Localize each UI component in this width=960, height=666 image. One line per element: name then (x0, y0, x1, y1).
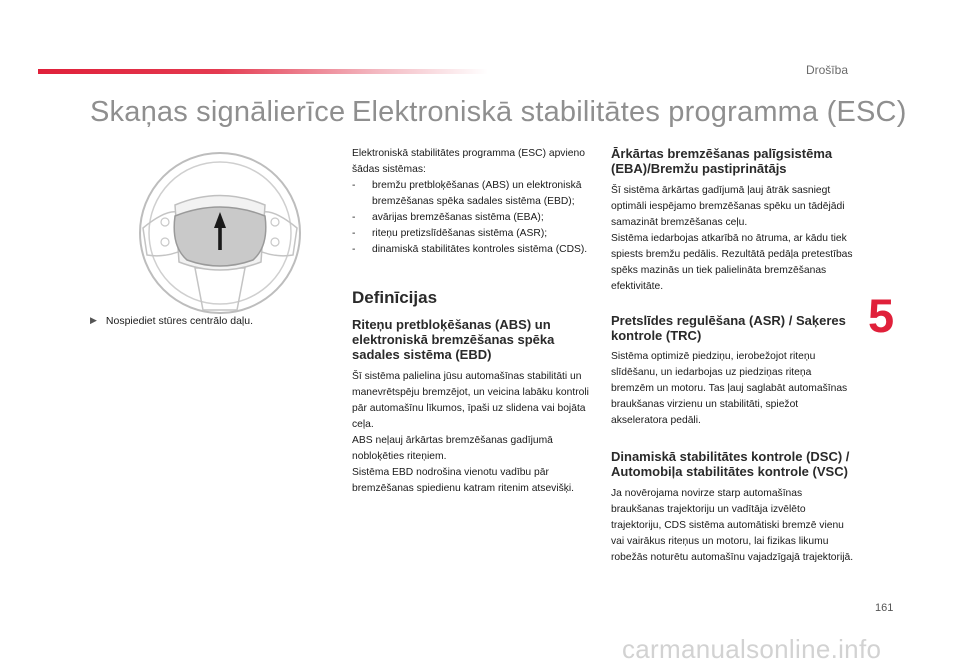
definitions-heading: Definīcijas (352, 288, 438, 307)
arrow-right-icon: ▶ (90, 315, 97, 325)
abs-heading: Riteņu pretbloķēšanas (ABS) un elektroniskā bremzēšanas spēka sadales sistēma (EBD) (352, 317, 555, 362)
list-item: - dinamiskā stabilitātes kontroles sistēma (CDS). (352, 244, 588, 255)
list-item: - avārijas bremzēšanas sistēma (EBA); (352, 212, 544, 223)
asr-text: Sistēma optimizē piedziņu, ierobežojot riteņu slīdēšanu, un iedarbojas uz piedziņas riteņa bremzēm un motoru. Tas ļauj saglabāt automašīnas braukšanas virzienu un stabilitāti, spiežot akseleratora pedāli. (611, 351, 848, 426)
watermark: carmanualsonline.info (622, 634, 882, 664)
eba-heading: Ārkārtas bremzēšanas palīgsistēma (EBA)/Bremžu pastiprinātājs (611, 146, 833, 176)
dsc-heading: Dinamiskā stabilitātes kontrole (DSC) / Automobiļa stabilitātes kontrole (VSC) (611, 449, 850, 479)
header-accent-bar (38, 69, 488, 74)
list-item: - bremžu pretbloķēšanas (ABS) un elektroniskā bremzēšanas spēka sadales sistēma (EBD); (352, 180, 582, 207)
steering-wheel-illustration (125, 150, 315, 315)
horn-title: Skaņas signālierīce (90, 96, 346, 128)
section-label: Drošība (805, 63, 848, 77)
asr-heading: Pretslīdes regulēšana (ASR) / Saķeres kontrole (TRC) (611, 313, 846, 343)
list-item: - riteņu pretizslīdēšanas sistēma (ASR); (352, 228, 548, 239)
dsc-text: Ja novērojama novirze starp automašīnas braukšanas trajektoriju un vadītāja izvēlēto trajektoriju, CDS sistēma automātiski bremzē vienu vai vairākus riteņus un motoru, lai fizikas likumu robežās noturētu automašīnu vajadzīgajā trajektorijā. (611, 488, 854, 563)
chapter-number: 5 (868, 289, 895, 342)
esc-title: Elektroniskā stabilitātes programma (ESC) (352, 96, 907, 128)
eba-text: Šī sistēma ārkārtas gadījumā ļauj ātrāk sasniegt optimāli iespējamo bremzēšanas spēku un tādējādi samazināt bremzēšanas ceļu. Sistēma iedarbojas atkarībā no ātruma, ar kādu tiek spiests bremžu pedālis. Rezultātā pedāļa pretestības spēks mazinās un tiek palielināta bremzēšanas efektivitāte. (611, 185, 853, 292)
abs-text: Šī sistēma palielina jūsu automašīnas stabilitāti un manevrētspēju bremzējot, un veicina labāku kontroli pār automašīnu līkumos, īpaši uz slidena vai bojāta ceļa. ABS neļauj ārkārtas bremzēšanas gadījumā nobloķēties riteņiem. Sistēma EBD nodrošina vienotu vadību pār bremzēšanas spiedienu katram ritenim atsevišķi. (352, 371, 589, 494)
esc-left-column (352, 146, 594, 497)
systems-list (352, 178, 594, 258)
horn-instruction (90, 315, 253, 327)
page-number: 161 (875, 602, 894, 614)
esc-right-column (611, 146, 855, 566)
horn-instruction-text: Nospiediet stūres centrālo daļu. (105, 315, 254, 327)
esc-intro: Elektroniskā stabilitātes programma (ESC) apvieno šādas sistēmas: (352, 148, 585, 175)
